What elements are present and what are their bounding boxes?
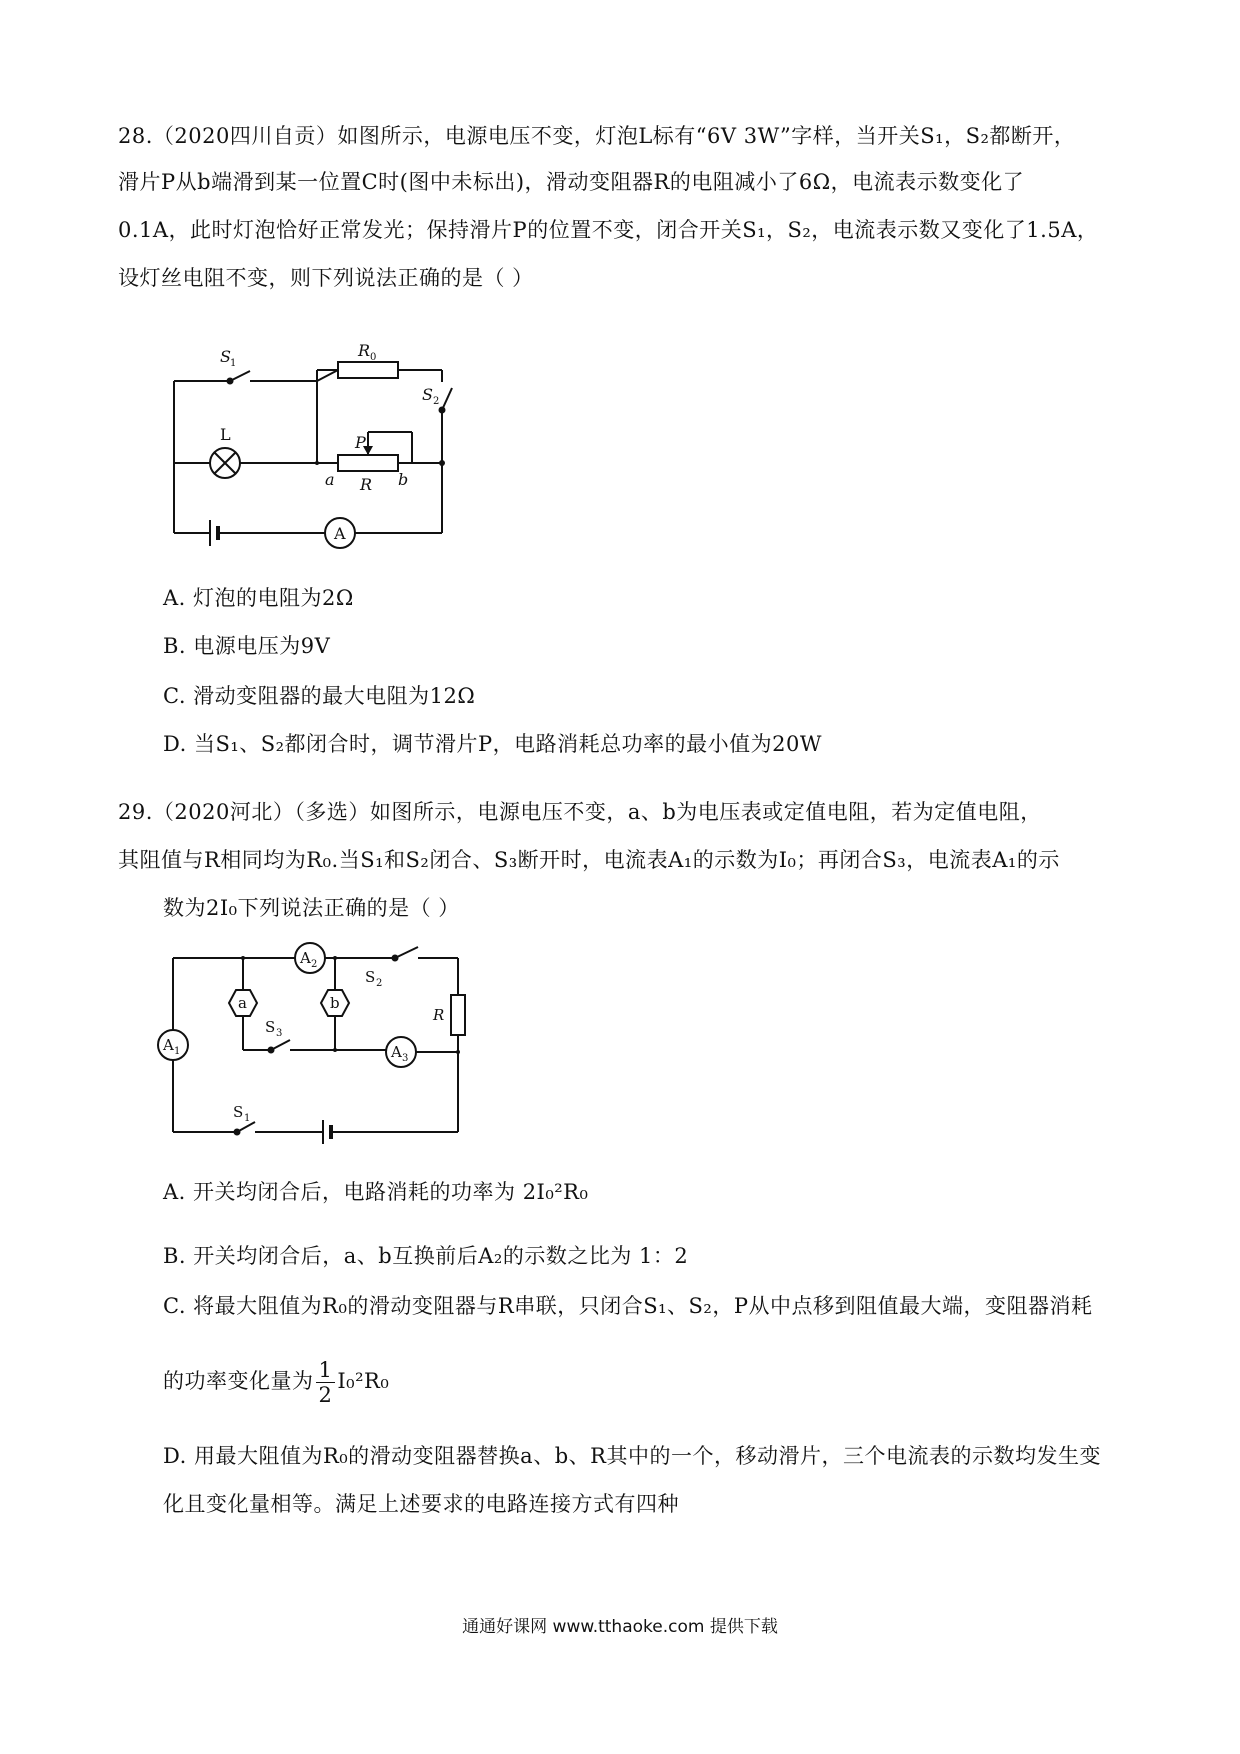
q28-line-1: 28.（2020四川自贡）如图所示，电源电压不变，灯泡L标有“6V 3W”字样，当开关S₁，S₂都断开， [118,124,1076,148]
q28-line-2: 滑片P从b端滑到某一位置C时(图中未标出)，滑动变阻器R的电阻减小了6Ω，电流表示数变化了 [118,170,1025,194]
s1-sub: 1 [230,358,237,369]
r0-label: R [358,341,371,360]
terminal-a-label: a [325,470,335,489]
q29-line-1: 29.（2020河北）（多选）如图所示，电源电压不变，a、b为电压表或定值电阻，若为定值电阻， [118,800,1042,824]
slider-p-label: P [355,433,366,452]
page-footer: 通通好课网 www.tthaoke.com 提供下载 [462,1617,778,1637]
q29-circuit-diagram [155,940,485,1160]
r0-sub: 0 [370,352,377,363]
switch-s1-sub: 1 [244,1113,251,1124]
s2-label: S [422,385,433,404]
q28-line-3: 0.1A，此时灯泡恰好正常发光；保持滑片P的位置不变，闭合开关S₁，S₂，电流表示数又变化了1.5A， [118,218,1099,242]
s1-label: S [220,347,231,366]
q28-circuit-diagram [150,330,510,565]
s2-sub: 2 [433,396,440,407]
ammeter-a1-sub: 1 [174,1046,181,1057]
ammeter-label: A [334,524,346,543]
rheostat-r-label: R [360,475,373,494]
option-c-suffix: I₀²R₀ [337,1369,390,1393]
q29-option-d-line-1: D. 用最大阻值为R₀的滑动变阻器替换a、b、R其中的一个，移动滑片，三个电流表的示数均发生变 [163,1444,1101,1468]
ammeter-a3-label: A [391,1043,402,1061]
ammeter-a3-sub: 3 [402,1053,409,1064]
q29-option-b: B. 开关均闭合后，a、b互换前后A₂的示数之比为 1：2 [163,1244,689,1268]
q29-option-d-line-2: 化且变化量相等。满足上述要求的电路连接方式有四种 [163,1492,679,1516]
fraction-denominator: 2 [318,1383,333,1407]
q29-option-c-line-1: C. 将最大阻值为R₀的滑动变阻器与R串联，只闭合S₁、S₂，P从中点移到阻值最大端，变阻器消耗 [163,1294,1093,1318]
fraction-numerator: 1 [316,1358,336,1383]
switch-s3-label: S [265,1018,276,1036]
switch-s2-label: S [365,968,376,986]
switch-s3-sub: 3 [276,1028,283,1039]
q29-line-2: 其阻值与R相同均为R₀.当S₁和S₂闭合、S₃断开时，电流表A₁的示数为I₀；再闭合S₃，电流表A₁的示 [118,848,1060,872]
ammeter-a1-label: A [163,1036,174,1054]
q28-option-c: C. 滑动变阻器的最大电阻为12Ω [163,684,476,708]
fraction-one-half [316,1358,336,1407]
q29-option-a: A. 开关均闭合后，电路消耗的功率为 2I₀²R₀ [163,1180,589,1204]
q28-option-d: D. 当S₁、S₂都闭合时，调节滑片P，电路消耗总功率的最小值为20W [163,732,822,756]
switch-s2-sub: 2 [376,978,383,989]
element-a-label: a [238,994,247,1012]
element-b-label: b [330,994,340,1012]
switch-s1-label: S [233,1103,244,1121]
option-c-prefix: 的功率变化量为 [163,1369,314,1393]
ammeter-a2-label: A [300,949,311,967]
q29-line-3: 数为2I₀下列说法正确的是（ ） [163,896,460,920]
q28-option-b: B. 电源电压为9V [163,634,331,658]
terminal-b-label: b [398,470,409,489]
q28-line-4: 设灯丝电阻不变，则下列说法正确的是（ ） [118,266,534,290]
q28-option-a: A. 灯泡的电阻为2Ω [163,586,354,610]
lamp-label: L [220,425,231,444]
resistor-r-label: R [433,1006,445,1024]
q29-option-c-line-2 [163,1358,389,1407]
ammeter-a2-sub: 2 [311,959,318,970]
